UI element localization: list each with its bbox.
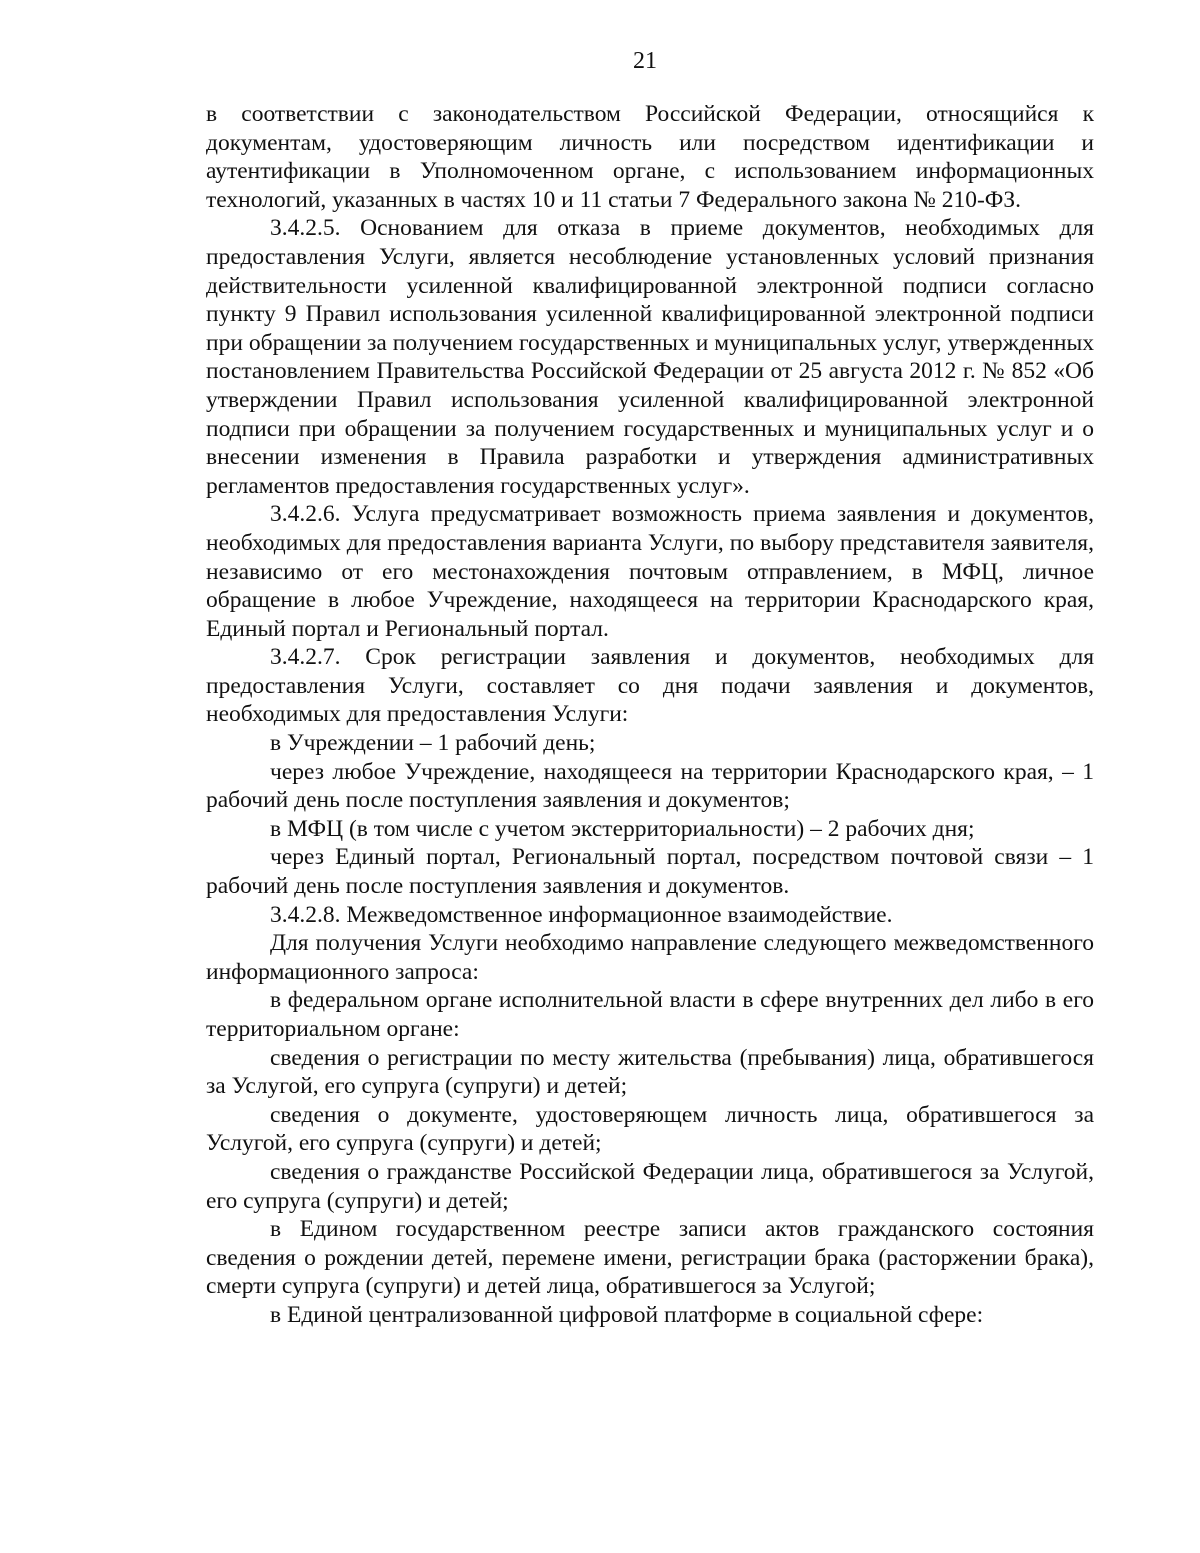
page-number: 21 (633, 48, 657, 74)
list-item-identity-document-info: сведения о документе, удостоверяющем личность лица, обратившегося за Услугой, его супруга (супруги) и детей; (206, 1101, 1094, 1157)
list-item-any-institution: через любое Учреждение, находящееся на территории Краснодарского края, – 1 рабочий день после поступления заявления и документов; (206, 758, 1094, 814)
list-item-portals: через Единый портал, Региональный портал, посредством почтовой связи – 1 рабочий день после поступления заявления и документов. (206, 844, 1094, 900)
list-item-mfc: в МФЦ (в том числе с учетом экстерриториальности) – 2 рабочих дня; (270, 815, 975, 842)
paragraph-3-4-2-6: 3.4.2.6. Услуга предусматривает возможность приема заявления и документов, необходимых для предоставления варианта Услуги, по выбору представителя заявителя, независимо от его местонахождения почтовым отправлением, в МФЦ, личное обращение в любое Учреждение, находящееся на территории Краснодарского края, Единый портал и Региональный портал. (206, 501, 1094, 642)
list-item-civil-registry: в Едином государственном реестре записи актов гражданского состояния сведения о рождении детей, перемене имени, регистрации брака (расторжении брака), смерти супруга (супруги) и детей лица, обратившегося за Услугой; (206, 1216, 1094, 1300)
document-body (206, 100, 1094, 1330)
list-item-internal-affairs: в федеральном органе исполнительной власти в сфере внутренних дел либо в его территориальном органе: (206, 987, 1094, 1042)
list-item-institution: в Учреждении – 1 рабочий день; (270, 730, 596, 757)
paragraph-3-4-2-5: 3.4.2.5. Основанием для отказа в приеме документов, необходимых для предоставления Услуги, является несоблюдение установленных условий признания действительности усиленной квалифицированной электронной подписи согласно пункту 9 Правил использования усиленной квалифицированной электронной подписи при обращении за получением государственных и муниципальных услуг, утвержденных постановлением Правительства Российской Федерации от 25 августа 2012 г. № 852 «Об утверждении Правил использования усиленной квалифицированной электронной подписи при обращении за получением государственных и муниципальных услуг и о внесении изменения в Правила разработки и утверждения административных регламентов предоставления государственных услуг». (206, 215, 1094, 499)
list-item-registration-info: сведения о регистрации по месту жительства (пребывания) лица, обратившегося за Услугой, его супруга (супруги) и детей; (206, 1044, 1094, 1100)
list-item-digital-platform: в Единой централизованной цифровой платформе в социальной сфере: (270, 1301, 984, 1328)
paragraph-continuation: в соответствии с законодательством Российской Федерации, относящийся к документам, удостоверяющим личность или посредством идентификации и аутентификации в Уполномоченном органе, с использованием информационных технологий, указанных в частях 10 и 11 статьи 7 Федерального закона № 210-ФЗ. (206, 101, 1094, 213)
list-item-citizenship-info: сведения о гражданстве Российской Федерации лица, обратившегося за Услугой, его супруга (супруги) и детей; (206, 1158, 1094, 1214)
paragraph-3-4-2-8: 3.4.2.8. Межведомственное информационное взаимодействие. (270, 901, 893, 928)
paragraph-interagency-request: Для получения Услуги необходимо направление следующего межведомственного информационного запроса: (206, 930, 1094, 985)
paragraph-3-4-2-7: 3.4.2.7. Срок регистрации заявления и документов, необходимых для предоставления Услуги, составляет со дня подачи заявления и документов, необходимых для предоставления Услуги: (206, 644, 1094, 728)
